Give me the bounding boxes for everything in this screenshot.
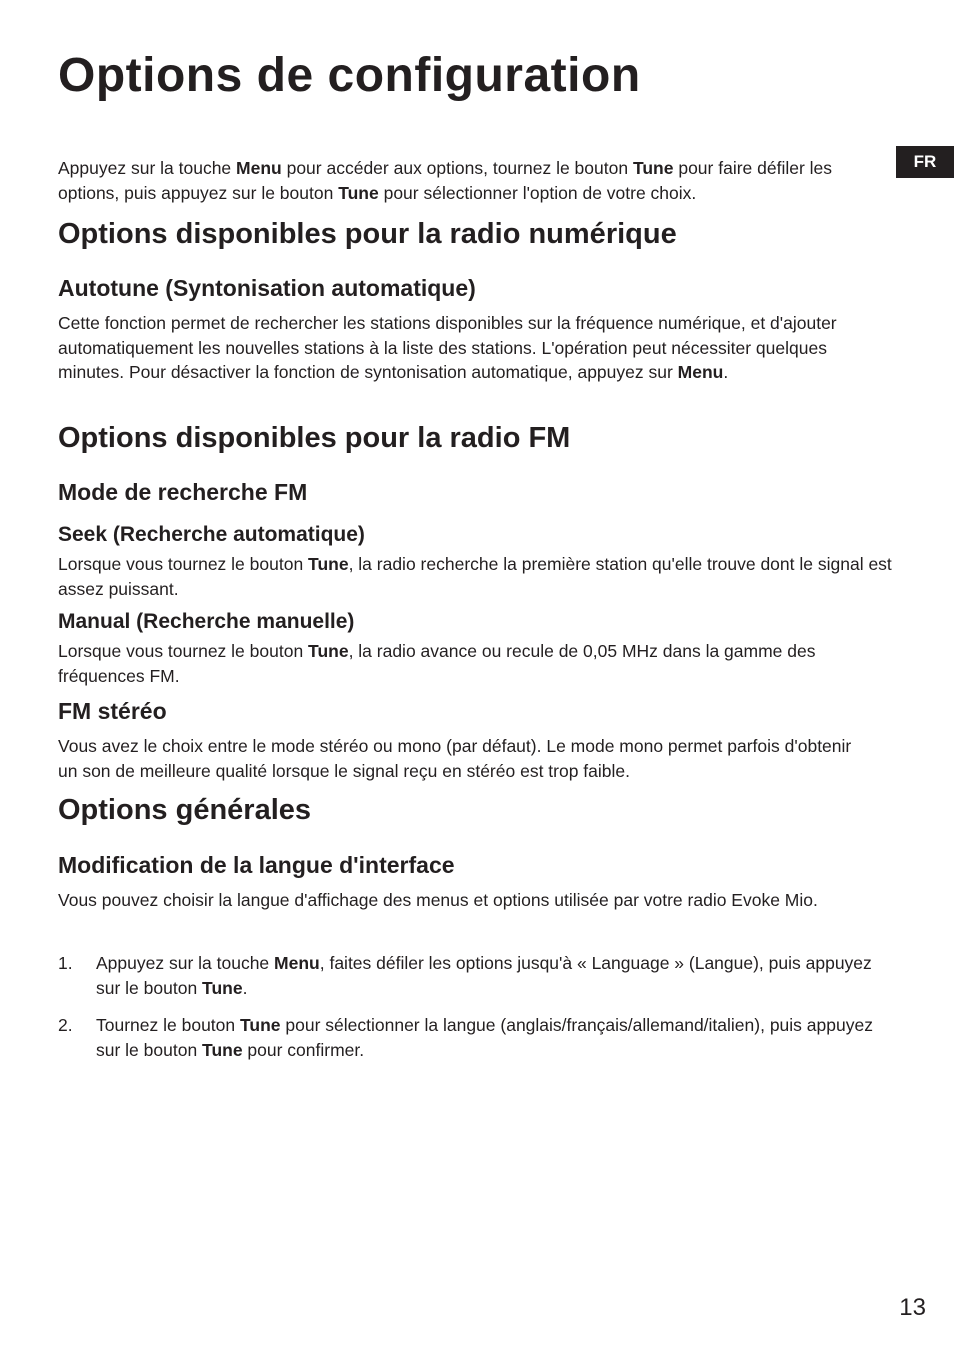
tune-key-name: Tune xyxy=(202,1039,243,1060)
stereo-paragraph: Vous avez le choix entre le mode stéréo ou mono (par défaut). Le mode mono permet parfois d'obtenir un son de meilleure qualité lorsque le signal reçu en stéréo est trop faible. xyxy=(58,736,852,781)
list-item-number: 1. xyxy=(58,953,73,973)
section-heading-digital: Options disponibles pour la radio numérique xyxy=(58,218,677,250)
seek-paragraph: Lorsque vous tournez le bouton Tune, la radio recherche la première station qu'elle trouve dont le signal est assez puissant. xyxy=(58,554,892,599)
page-title: Options de configuration xyxy=(58,49,641,102)
tune-key-name: Tune xyxy=(202,977,243,998)
language-tab-label: FR xyxy=(913,152,937,171)
tune-key-name: Tune xyxy=(308,554,349,574)
manual-paragraph: Lorsque vous tournez le bouton Tune, la radio avance ou recule de 0,05 MHz dans la gamme des fréquences FM. xyxy=(58,641,816,686)
subsection-heading-stereo: FM stéréo xyxy=(58,698,167,724)
heading-seek: Seek (Recherche automatique) xyxy=(58,523,365,546)
heading-manual: Manual (Recherche manuelle) xyxy=(58,610,355,633)
page-number: 13 xyxy=(899,1294,926,1321)
intro-paragraph: Appuyez sur la touche Menu pour accéder aux options, tournez le bouton Tune pour faire défiler les options, puis appuyez sur le bouton Tune pour sélectionner l'option de votre choix. xyxy=(58,158,833,203)
tune-key-name: Tune xyxy=(632,158,674,178)
subsection-heading-autotune: Autotune (Syntonisation automatique) xyxy=(58,275,476,301)
language-tab xyxy=(896,146,954,178)
menu-key-name: Menu xyxy=(274,953,320,973)
section-heading-general: Options générales xyxy=(58,794,312,826)
list-item-number: 2. xyxy=(58,1015,73,1035)
list-item xyxy=(58,951,908,1000)
language-paragraph: Vous pouvez choisir la langue d'affichage des menus et options utilisée par votre radio Evoke Mio. xyxy=(58,890,818,910)
menu-key-name: Menu xyxy=(236,158,282,178)
list-item-text: Appuyez sur la touche Menu, faites défiler les options jusqu'à « Language » (Langue), puis appuyez sur le bouton Tune. xyxy=(96,953,872,998)
menu-key-name: Menu xyxy=(677,362,724,382)
list-item-text: Tournez le bouton Tune pour sélectionner la langue (anglais/français/allemand/italien), puis appuyez sur le bouton Tune pour confirmer. xyxy=(96,1015,873,1060)
tune-key-name: Tune xyxy=(338,182,379,203)
subsection-heading-language: Modification de la langue d'interface xyxy=(58,852,455,878)
autotune-paragraph: Cette fonction permet de rechercher les stations disponibles sur la fréquence numérique, et d'ajouter automatiquement les nouvelles stations à la liste des stations. L'opération peut nécessiter quelques minutes. Pour désactiver la fonction de syntonisation automatique, appuyez sur Menu. xyxy=(58,313,837,382)
tune-key-name: Tune xyxy=(308,641,349,661)
list-item xyxy=(58,1013,908,1062)
subsection-heading-search-mode: Mode de recherche FM xyxy=(58,479,308,505)
section-heading-fm: Options disponibles pour la radio FM xyxy=(58,422,571,454)
tune-key-name: Tune xyxy=(240,1015,281,1035)
